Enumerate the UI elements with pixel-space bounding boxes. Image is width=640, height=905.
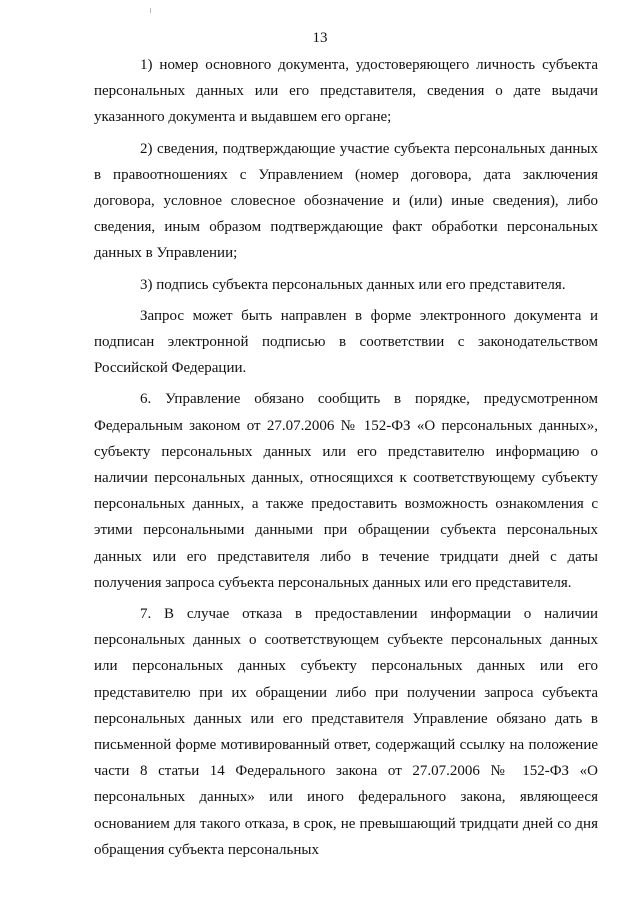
paragraph-item-1-passport: 1) номер основного документа, удостоверяющего личность субъекта персональных данных или его представителя, сведения о дате выдачи указанного документа и выдавшем его органе; (94, 57, 598, 126)
paragraph-item-2-relations: 2) сведения, подтверждающие участие субъекта персональных данных в правоотношениях с Управлением (номер договора, дата заключения договора, условное словесное обозначение и (или) иные сведения), либо сведения, иным образом подтверждающие факт обработки персональных данных в Управлении; (94, 140, 598, 262)
document-body (94, 52, 598, 868)
scan-mark (150, 8, 151, 13)
paragraph-clause-6: 6. Управление обязано сообщить в порядке, предусмотренном Федеральным законом от 27.07.2006 № 152-ФЗ «О персональных данных», субъекту персональных данных или его представителю информацию о наличии персональных данных, относящихся к соответствующему субъекту персональных данных, а также предоставить возможность ознакомления с этими персональными данными при обращении субъекта персональных данных или его представителя либо в течение тридцати дней с даты получения запроса субъекта персональных данных или его представителя. (94, 391, 598, 591)
paragraph-clause-7: 7. В случае отказа в предоставлении информации о наличии персональных данных о соответствующем субъекте персональных данных или персональных данных субъекту персональных данных или его представителю при их обращении либо при получении запроса субъекта персональных данных или его представителя Управление обязано дать в письменной форме мотивированный ответ, содержащий ссылку на положение части 8 статьи 14 Федерального закона от 27.07.2006 № 152-ФЗ «О персональных данных» или иного федерального закона, являющееся основанием для такого отказа, в срок, не превышающий тридцати дней со дня обращения субъекта персональных (94, 606, 598, 858)
paragraph-item-3-signature: 3) подпись субъекта персональных данных или его представителя. (140, 276, 566, 293)
paragraph-electronic-request: Запрос может быть направлен в форме электронного документа и подписан электронной подписью в соответствии с законодательством Российской Федерации. (94, 307, 598, 377)
page-number: 13 (312, 30, 328, 46)
